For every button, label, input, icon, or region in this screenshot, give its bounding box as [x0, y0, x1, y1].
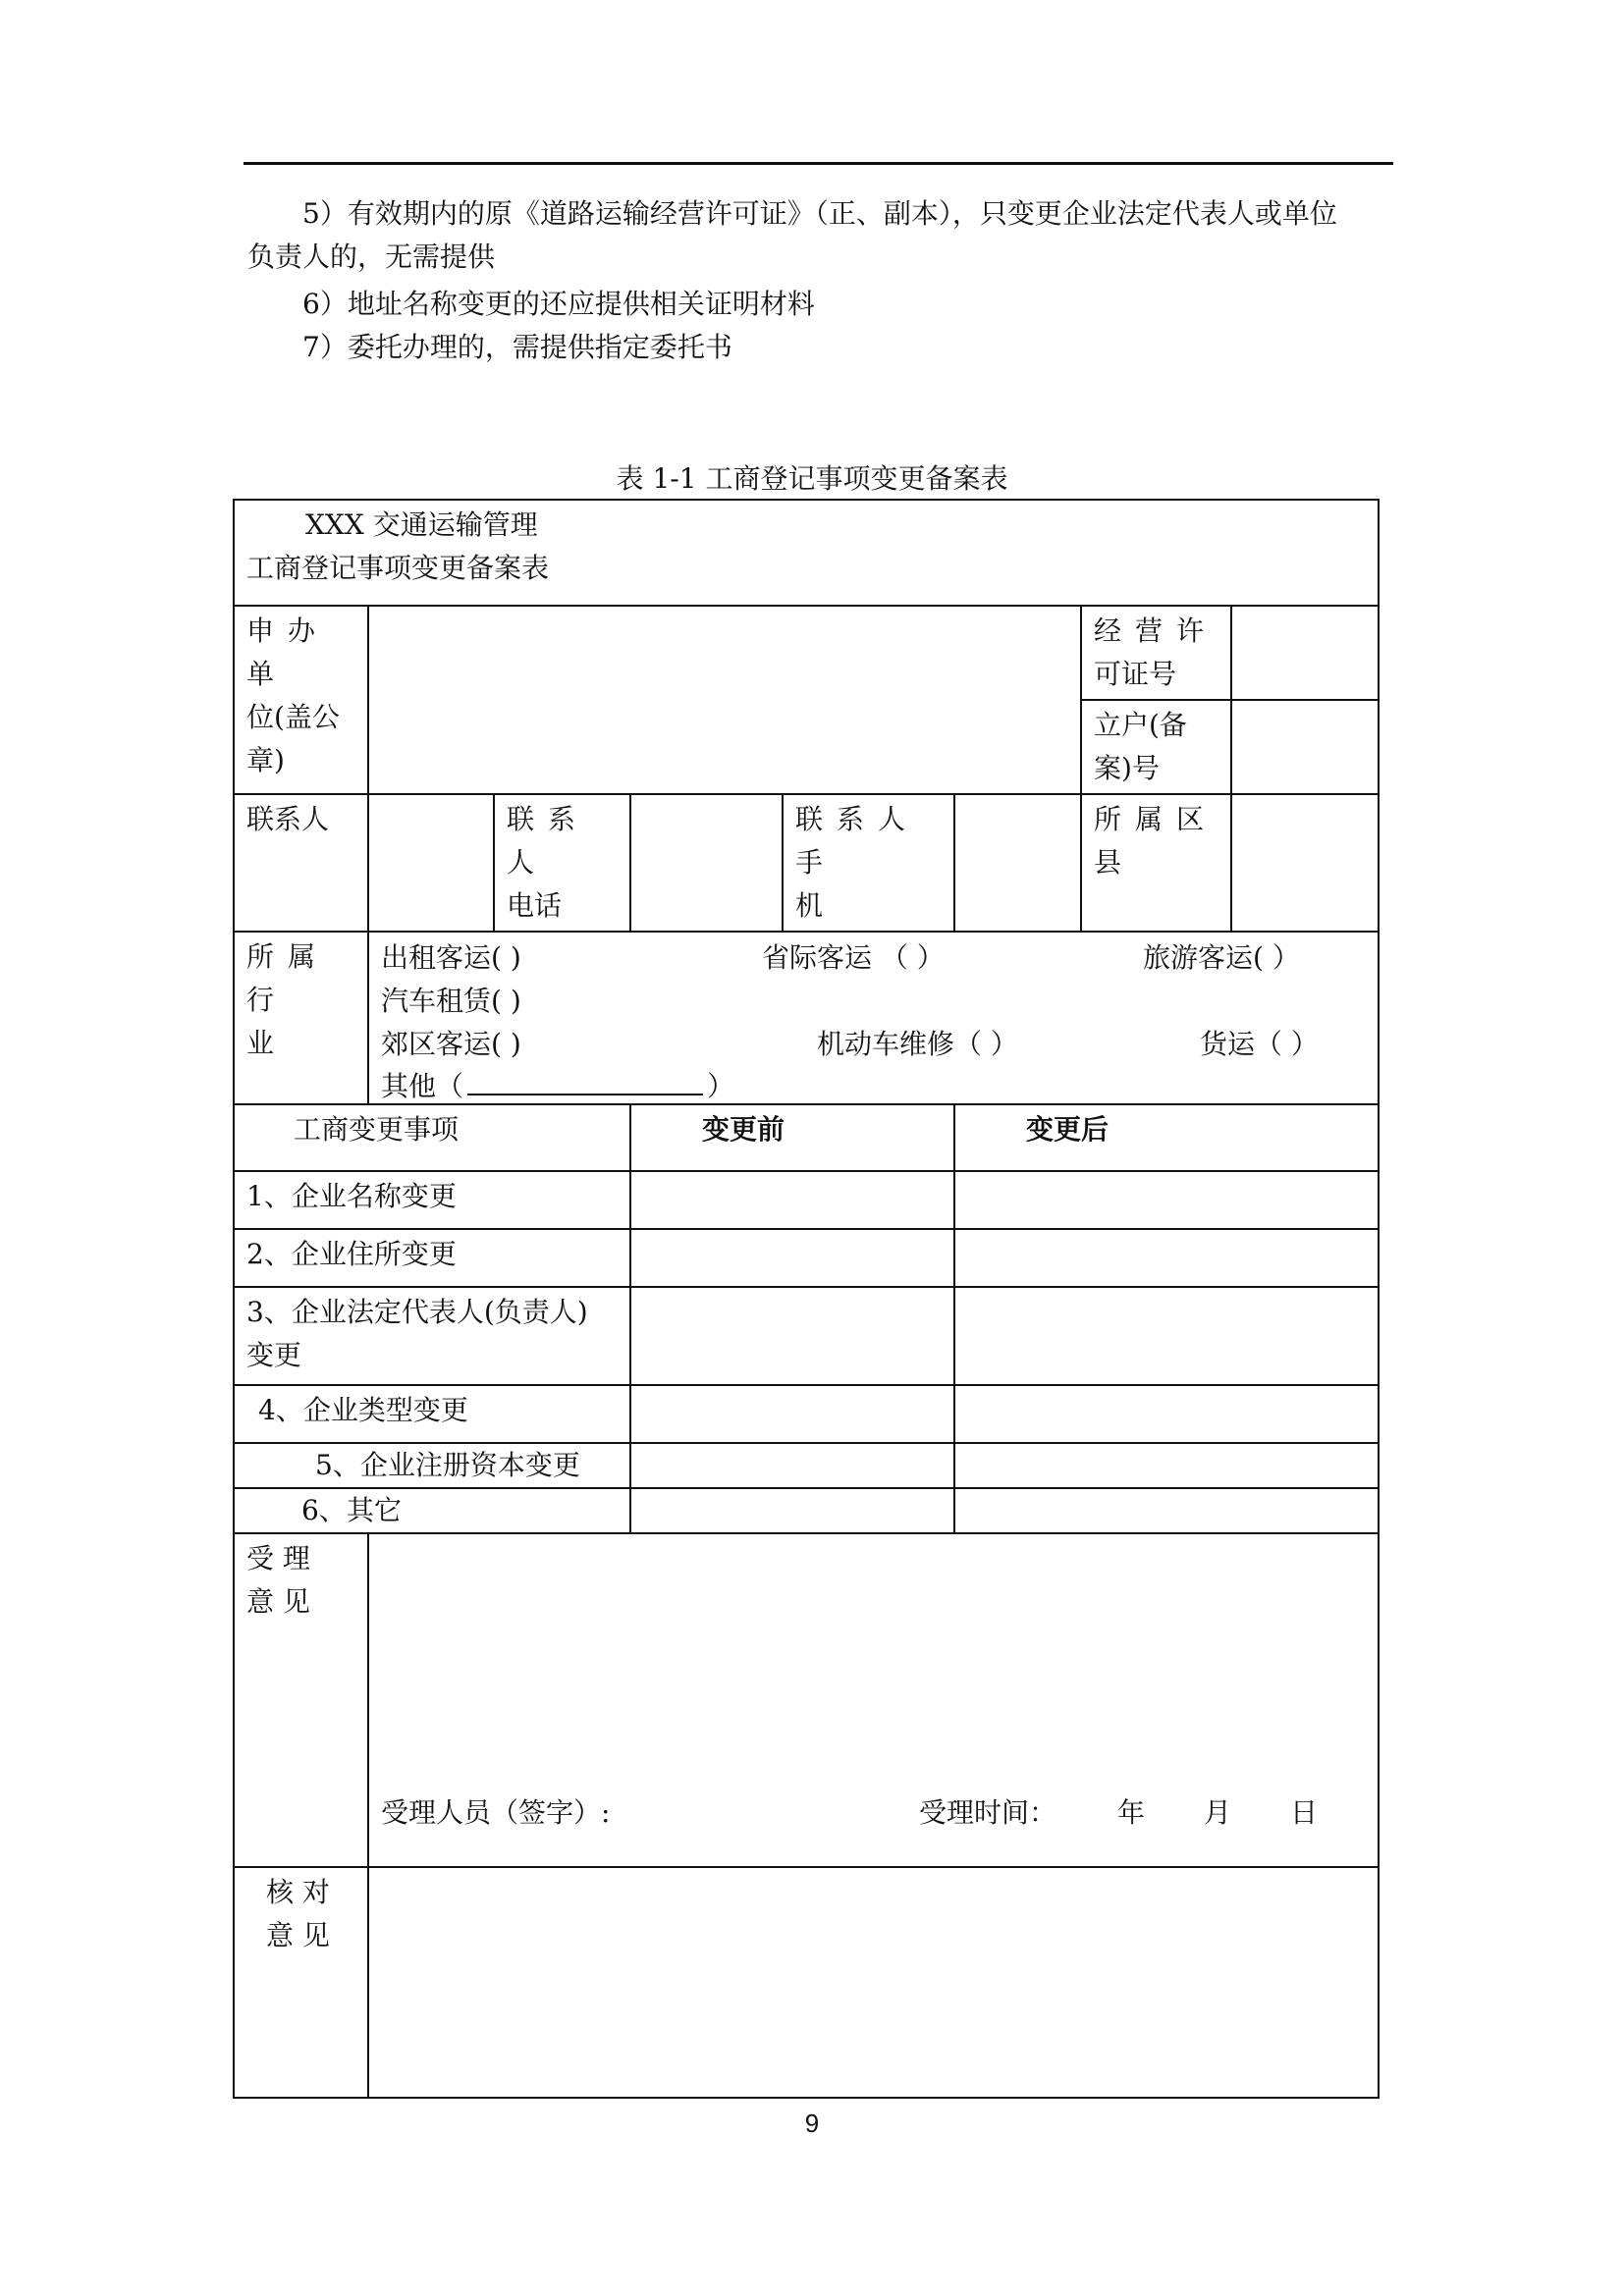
change-item-capital: 5、企业注册资本变更: [234, 1443, 630, 1488]
district-label-cell: [1081, 794, 1231, 932]
page-number: 9: [804, 2109, 820, 2138]
accept-label: 受 理: [246, 1542, 310, 1575]
accept-opinion-field[interactable]: [368, 1533, 1379, 1867]
applicant-label-3: 章): [246, 744, 285, 776]
change-item-name: 1、企业名称变更: [234, 1171, 630, 1229]
license-label-2: 可证号: [1094, 658, 1177, 690]
license-label: 经营许: [1094, 614, 1218, 647]
change-item-legal-rep: 3、企业法定代表人(负责人): [246, 1296, 588, 1328]
phone-label-2: 电话: [507, 889, 563, 922]
industry-label-2: 业: [246, 1027, 289, 1059]
contact-label: 联系人: [234, 794, 368, 932]
address-after-field[interactable]: [954, 1229, 1379, 1287]
record-label-2: 案)号: [1094, 752, 1160, 784]
type-before-field[interactable]: [630, 1385, 954, 1443]
other-suffix: ）: [707, 1070, 735, 1102]
name-before-field[interactable]: [630, 1171, 954, 1229]
industry-option-inter-province[interactable]: 省际客运 （ ）: [762, 941, 945, 974]
industry-option-car-rental[interactable]: 汽车租赁( ): [381, 985, 521, 1017]
capital-after-field[interactable]: [954, 1443, 1379, 1488]
accept-label-2: 意 见: [246, 1585, 310, 1618]
industry-options-cell: [368, 932, 1379, 1104]
after-header: 变更后: [954, 1104, 1379, 1171]
verify-label: 核 对: [266, 1876, 330, 1908]
change-item-legal-rep-cell: [234, 1287, 630, 1385]
accept-label-cell: [234, 1533, 368, 1867]
record-label: 立户(备: [1094, 709, 1187, 741]
mobile-label-2: 机: [795, 889, 824, 922]
district-field[interactable]: [1231, 794, 1379, 932]
month-label: 月: [1204, 1796, 1232, 1829]
industry-option-tourism[interactable]: 旅游客运( ）: [1143, 941, 1300, 974]
industry-option-suburban[interactable]: 郊区客运( ): [381, 1028, 521, 1060]
form-header-org: XXX 交通运输管理: [305, 508, 538, 541]
industry-label: 所属行: [246, 940, 330, 1016]
contact-field[interactable]: [368, 794, 494, 932]
other-before-field[interactable]: [630, 1488, 954, 1533]
legal-rep-before-field[interactable]: [630, 1287, 954, 1385]
other-prefix: 其他（: [381, 1070, 464, 1102]
record-number-field[interactable]: [1231, 700, 1379, 794]
record-label-cell: [1081, 700, 1231, 794]
change-item-legal-rep-2: 变更: [246, 1339, 302, 1371]
verify-label-2: 意 见: [266, 1919, 330, 1951]
applicant-label-2: 位(盖公: [246, 701, 340, 733]
other-blank-line[interactable]: [467, 1064, 703, 1095]
industry-option-vehicle-repair[interactable]: 机动车维修（ ）: [817, 1028, 1018, 1060]
header-rule: [244, 162, 1393, 165]
verify-opinion-field[interactable]: [368, 1867, 1379, 2098]
applicant-label: 申办单: [246, 614, 330, 690]
district-label: 所属区: [1094, 803, 1218, 835]
accept-person-label: 受理人员（签字）:: [381, 1796, 611, 1829]
mobile-label-cell: [783, 794, 954, 932]
year-label: 年: [1117, 1796, 1146, 1829]
applicant-value-field[interactable]: [368, 606, 1081, 794]
change-item-address: 2、企业住所变更: [234, 1229, 630, 1287]
note-line-5-cont: 负责人的，无需提供: [247, 240, 496, 273]
phone-field[interactable]: [630, 794, 783, 932]
address-before-field[interactable]: [630, 1229, 954, 1287]
change-header: 工商变更事项: [234, 1104, 630, 1171]
note-line-5: 5）有效期内的原《道路运输经营许可证》（正、副本），只变更企业法定代表人或单位: [302, 197, 1337, 230]
table-caption: 表 1-1 工商登记事项变更备案表: [616, 462, 1008, 495]
accept-time-label: 受理时间：: [919, 1796, 1057, 1829]
registration-change-form: [233, 499, 1380, 2099]
day-label: 日: [1290, 1796, 1319, 1829]
form-header-title: 工商登记事项变更备案表: [246, 552, 550, 584]
phone-label-cell: [494, 794, 630, 932]
capital-before-field[interactable]: [630, 1443, 954, 1488]
license-number-field[interactable]: [1231, 606, 1379, 700]
applicant-label-cell: [234, 606, 368, 794]
license-label-cell: [1081, 606, 1231, 700]
note-line-7: 7）委托办理的，需提供指定委托书: [302, 331, 732, 363]
legal-rep-after-field[interactable]: [954, 1287, 1379, 1385]
phone-label: 联系人: [507, 803, 590, 879]
industry-option-freight[interactable]: 货运（ ）: [1200, 1028, 1319, 1060]
name-after-field[interactable]: [954, 1171, 1379, 1229]
type-after-field[interactable]: [954, 1385, 1379, 1443]
note-line-6: 6）地址名称变更的还应提供相关证明材料: [302, 288, 815, 320]
before-header: 变更前: [630, 1104, 954, 1171]
district-label-2: 县: [1094, 846, 1122, 879]
mobile-label: 联系人手: [795, 803, 920, 879]
form-header-cell: [234, 500, 1379, 606]
industry-option-taxi[interactable]: 出租客运( ): [381, 941, 521, 974]
verify-label-cell: [234, 1867, 368, 2098]
change-item-other: 6、其它: [234, 1488, 630, 1533]
industry-label-cell: [234, 932, 368, 1104]
mobile-field[interactable]: [954, 794, 1081, 932]
change-item-type: 4、企业类型变更: [234, 1385, 630, 1443]
other-after-field[interactable]: [954, 1488, 1379, 1533]
industry-option-other[interactable]: [381, 1064, 734, 1104]
